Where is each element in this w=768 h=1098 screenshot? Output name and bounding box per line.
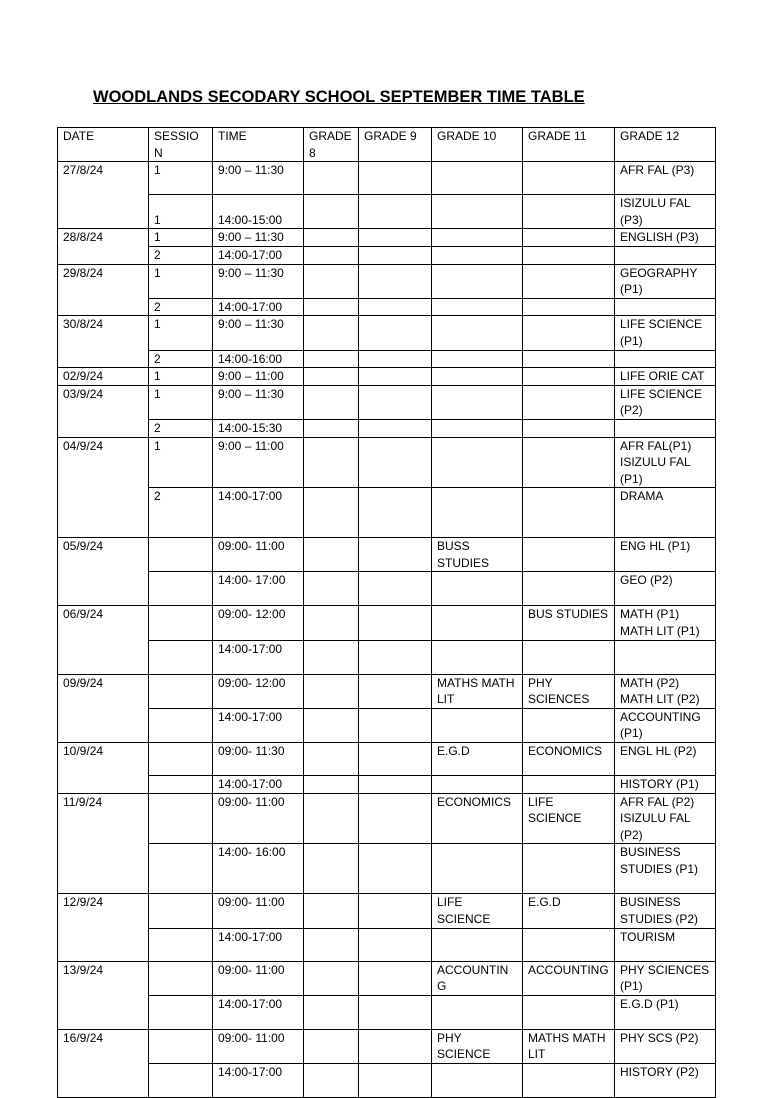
grade-9-cell (359, 350, 432, 368)
grade-11-cell (523, 437, 615, 488)
table-row (58, 1063, 716, 1097)
grade-11-cell (523, 368, 615, 386)
time-cell: 14:00-17:00 (213, 708, 304, 742)
grade-12-cell: DRAMA (615, 488, 716, 538)
grade-12-cell: PHY SCS (P2) (615, 1029, 716, 1063)
grade-9-cell (359, 229, 432, 247)
table-row (58, 385, 716, 419)
table-row (58, 995, 716, 1029)
page-title: WOODLANDS SECODARY SCHOOL SEPTEMBER TIME TABLE (93, 88, 585, 106)
grade-8-cell (304, 316, 359, 350)
time-cell: 9:00 – 11:00 (213, 368, 304, 386)
time-cell: 14:00-17:00 (213, 298, 304, 316)
grade-9-cell (359, 793, 432, 844)
grade-8-cell (304, 350, 359, 368)
grade-11-cell: MATHS MATH LIT (523, 1029, 615, 1063)
time-cell: 9:00 – 11:30 (213, 385, 304, 419)
session-cell: 2 (149, 419, 213, 437)
grade-8-cell (304, 1029, 359, 1063)
grade-8-cell (304, 572, 359, 606)
grade-9-cell (359, 162, 432, 195)
grade-11-cell (523, 229, 615, 247)
time-cell: 09:00- 11:00 (213, 538, 304, 572)
grade-10-cell (432, 419, 523, 437)
date-cell: 10/9/24 (58, 743, 149, 794)
grade-11-cell (523, 264, 615, 298)
grade-9-cell (359, 894, 432, 928)
grade-12-cell: TOURISM (615, 928, 716, 961)
session-cell: 1 (149, 162, 213, 195)
grade-10-cell (432, 229, 523, 247)
grade-10-cell (432, 195, 523, 229)
grade-12-cell (615, 350, 716, 368)
grade-11-cell (523, 538, 615, 572)
grade-10-cell (432, 708, 523, 742)
date-cell: 03/9/24 (58, 385, 149, 437)
session-cell (149, 708, 213, 742)
grade-8-cell (304, 743, 359, 776)
header-cell: TIME (213, 128, 304, 162)
grade-9-cell (359, 437, 432, 488)
grade-9-cell (359, 606, 432, 640)
table-row (58, 640, 716, 674)
table-row (58, 844, 716, 894)
grade-8-cell (304, 640, 359, 674)
time-cell: 14:00-15:30 (213, 419, 304, 437)
grade-11-cell: BUS STUDIES (523, 606, 615, 640)
time-cell: 14:00-17:00 (213, 995, 304, 1029)
grade-11-cell (523, 995, 615, 1029)
grade-12-cell: BUSINESS STUDIES (P2) (615, 894, 716, 928)
grade-12-cell: AFR FAL(P1) ISIZULU FAL (P1) (615, 437, 716, 488)
grade-11-cell: ACCOUNTING (523, 961, 615, 995)
grade-9-cell (359, 640, 432, 674)
grade-12-cell: LIFE SCIENCE (P1) (615, 316, 716, 350)
session-cell (149, 743, 213, 776)
time-cell: 14:00-15:00 (213, 195, 304, 229)
grade-12-cell: LIFE ORIE CAT (615, 368, 716, 386)
grade-12-cell: MATH (P2) MATH LIT (P2) (615, 674, 716, 708)
date-cell: 09/9/24 (58, 674, 149, 742)
grade-11-cell (523, 195, 615, 229)
table-row (58, 708, 716, 742)
timetable-body (58, 128, 716, 1098)
grade-10-cell: E.G.D (432, 743, 523, 776)
grade-9-cell (359, 844, 432, 894)
table-row (58, 894, 716, 928)
time-cell: 14:00-17:00 (213, 246, 304, 264)
grade-10-cell: BUSS STUDIES (432, 538, 523, 572)
grade-8-cell (304, 385, 359, 419)
time-cell: 9:00 – 11:00 (213, 437, 304, 488)
grade-12-cell: ACCOUNTING (P1) (615, 708, 716, 742)
session-cell: 1 (149, 316, 213, 350)
grade-9-cell (359, 368, 432, 386)
table-row (58, 368, 716, 386)
table-row (58, 195, 716, 229)
grade-9-cell (359, 928, 432, 961)
grade-12-cell: ENGL HL (P2) (615, 743, 716, 776)
grade-11-cell (523, 488, 615, 538)
table-row (58, 606, 716, 640)
grade-10-cell (432, 350, 523, 368)
date-cell: 05/9/24 (58, 538, 149, 606)
table-row (58, 350, 716, 368)
grade-8-cell (304, 298, 359, 316)
time-cell: 09:00- 12:00 (213, 674, 304, 708)
grade-8-cell (304, 1063, 359, 1097)
grade-12-cell: GEO (P2) (615, 572, 716, 606)
session-cell: 1 (149, 195, 213, 229)
session-cell (149, 776, 213, 794)
grade-9-cell (359, 538, 432, 572)
table-row (58, 316, 716, 350)
grade-8-cell (304, 419, 359, 437)
time-cell: 14:00- 17:00 (213, 572, 304, 606)
time-cell: 14:00- 16:00 (213, 844, 304, 894)
grade-8-cell (304, 776, 359, 794)
grade-11-cell (523, 844, 615, 894)
grade-8-cell (304, 246, 359, 264)
grade-10-cell (432, 572, 523, 606)
grade-8-cell (304, 894, 359, 928)
grade-12-cell: MATH (P1) MATH LIT (P1) (615, 606, 716, 640)
grade-8-cell (304, 708, 359, 742)
grade-10-cell (432, 606, 523, 640)
grade-10-cell (432, 385, 523, 419)
date-cell: 28/8/24 (58, 229, 149, 264)
grade-10-cell (432, 246, 523, 264)
table-row (58, 162, 716, 195)
table-row (58, 246, 716, 264)
time-cell: 14:00-16:00 (213, 350, 304, 368)
session-cell: 1 (149, 437, 213, 488)
grade-8-cell (304, 995, 359, 1029)
grade-9-cell (359, 743, 432, 776)
session-cell (149, 674, 213, 708)
session-cell (149, 928, 213, 961)
grade-9-cell (359, 674, 432, 708)
grade-11-cell: LIFE SCIENCE (523, 793, 615, 844)
grade-11-cell (523, 708, 615, 742)
grade-9-cell (359, 419, 432, 437)
grade-9-cell (359, 1029, 432, 1063)
time-cell: 09:00- 11:30 (213, 743, 304, 776)
header-cell: GRADE 10 (432, 128, 523, 162)
header-cell: DATE (58, 128, 149, 162)
grade-11-cell: E.G.D (523, 894, 615, 928)
date-cell: 30/8/24 (58, 316, 149, 368)
grade-8-cell (304, 488, 359, 538)
table-row (58, 674, 716, 708)
table-row (58, 961, 716, 995)
time-cell: 9:00 – 11:30 (213, 162, 304, 195)
date-cell: 11/9/24 (58, 793, 149, 894)
session-cell: 2 (149, 350, 213, 368)
time-cell: 14:00-17:00 (213, 640, 304, 674)
time-cell: 09:00- 11:00 (213, 894, 304, 928)
grade-11-cell (523, 246, 615, 264)
grade-12-cell: E.G.D (P1) (615, 995, 716, 1029)
grade-8-cell (304, 264, 359, 298)
grade-11-cell (523, 419, 615, 437)
grade-12-cell (615, 640, 716, 674)
grade-8-cell (304, 437, 359, 488)
grade-10-cell (432, 928, 523, 961)
session-cell (149, 572, 213, 606)
grade-12-cell: HISTORY (P1) (615, 776, 716, 794)
grade-9-cell (359, 488, 432, 538)
table-row (58, 488, 716, 538)
grade-10-cell (432, 298, 523, 316)
grade-9-cell (359, 246, 432, 264)
grade-11-cell (523, 298, 615, 316)
grade-9-cell (359, 385, 432, 419)
grade-9-cell (359, 708, 432, 742)
session-cell (149, 844, 213, 894)
grade-12-cell: PHY SCIENCES (P1) (615, 961, 716, 995)
header-cell: GRADE 8 (304, 128, 359, 162)
session-cell: 2 (149, 298, 213, 316)
date-cell: 02/9/24 (58, 368, 149, 386)
grade-8-cell (304, 674, 359, 708)
grade-11-cell (523, 385, 615, 419)
time-cell: 09:00- 11:00 (213, 1029, 304, 1063)
time-cell: 14:00-17:00 (213, 928, 304, 961)
time-cell: 09:00- 12:00 (213, 606, 304, 640)
time-cell: 14:00-17:00 (213, 776, 304, 794)
grade-10-cell (432, 437, 523, 488)
grade-12-cell (615, 246, 716, 264)
session-cell (149, 961, 213, 995)
grade-8-cell (304, 928, 359, 961)
grade-11-cell (523, 640, 615, 674)
grade-10-cell: PHY SCIENCE (432, 1029, 523, 1063)
time-cell: 9:00 – 11:30 (213, 264, 304, 298)
grade-10-cell: LIFE SCIENCE (432, 894, 523, 928)
grade-10-cell (432, 640, 523, 674)
table-row (58, 776, 716, 794)
date-cell: 12/9/24 (58, 894, 149, 961)
session-cell (149, 995, 213, 1029)
grade-12-cell: ENGLISH (P3) (615, 229, 716, 247)
grade-10-cell (432, 995, 523, 1029)
grade-10-cell (432, 368, 523, 386)
grade-9-cell (359, 316, 432, 350)
grade-12-cell: ENG HL (P1) (615, 538, 716, 572)
session-cell: 1 (149, 264, 213, 298)
session-cell (149, 894, 213, 928)
table-row (58, 538, 716, 572)
table-row (58, 793, 716, 844)
grade-9-cell (359, 1063, 432, 1097)
grade-10-cell: ECONOMICS (432, 793, 523, 844)
grade-12-cell: AFR FAL (P3) (615, 162, 716, 195)
grade-12-cell: LIFE SCIENCE (P2) (615, 385, 716, 419)
grade-11-cell (523, 162, 615, 195)
table-row (58, 928, 716, 961)
grade-9-cell (359, 572, 432, 606)
time-cell: 14:00-17:00 (213, 1063, 304, 1097)
grade-8-cell (304, 162, 359, 195)
grade-12-cell: HISTORY (P2) (615, 1063, 716, 1097)
table-row (58, 229, 716, 247)
table-row (58, 1029, 716, 1063)
grade-10-cell (432, 776, 523, 794)
timetable (57, 127, 716, 1098)
grade-10-cell: ACCOUNTING (432, 961, 523, 995)
grade-10-cell (432, 316, 523, 350)
grade-12-cell: AFR FAL (P2) ISIZULU FAL (P2) (615, 793, 716, 844)
session-cell: 1 (149, 368, 213, 386)
table-row (58, 298, 716, 316)
time-cell: 09:00- 11:00 (213, 793, 304, 844)
date-cell: 16/9/24 (58, 1029, 149, 1097)
grade-9-cell (359, 995, 432, 1029)
grade-10-cell (432, 488, 523, 538)
grade-11-cell (523, 572, 615, 606)
date-cell: 29/8/24 (58, 264, 149, 316)
grade-11-cell (523, 1063, 615, 1097)
time-cell: 14:00-17:00 (213, 488, 304, 538)
table-row (58, 264, 716, 298)
grade-9-cell (359, 264, 432, 298)
grade-8-cell (304, 606, 359, 640)
grade-10-cell (432, 1063, 523, 1097)
grade-11-cell (523, 350, 615, 368)
grade-8-cell (304, 229, 359, 247)
grade-8-cell (304, 961, 359, 995)
time-cell: 9:00 – 11:30 (213, 316, 304, 350)
grade-9-cell (359, 961, 432, 995)
time-cell: 9:00 – 11:30 (213, 229, 304, 247)
header-cell: GRADE 11 (523, 128, 615, 162)
header-cell: GRADE 9 (359, 128, 432, 162)
header-cell: GRADE 12 (615, 128, 716, 162)
session-cell (149, 1029, 213, 1063)
header-row (58, 128, 716, 162)
session-cell (149, 538, 213, 572)
date-cell: 06/9/24 (58, 606, 149, 674)
time-cell: 09:00- 11:00 (213, 961, 304, 995)
grade-8-cell (304, 538, 359, 572)
grade-12-cell (615, 298, 716, 316)
grade-10-cell: MATHS MATH LIT (432, 674, 523, 708)
grade-12-cell: ISIZULU FAL (P3) (615, 195, 716, 229)
grade-11-cell: ECONOMICS (523, 743, 615, 776)
session-cell (149, 793, 213, 844)
grade-10-cell (432, 264, 523, 298)
header-cell: SESSION (149, 128, 213, 162)
grade-12-cell (615, 419, 716, 437)
grade-11-cell (523, 928, 615, 961)
grade-12-cell: BUSINESS STUDIES (P1) (615, 844, 716, 894)
grade-12-cell: GEOGRAPHY (P1) (615, 264, 716, 298)
grade-9-cell (359, 776, 432, 794)
session-cell (149, 1063, 213, 1097)
session-cell: 2 (149, 246, 213, 264)
date-cell: 27/8/24 (58, 162, 149, 229)
grade-8-cell (304, 844, 359, 894)
grade-11-cell (523, 776, 615, 794)
date-cell: 13/9/24 (58, 961, 149, 1029)
session-cell: 1 (149, 385, 213, 419)
grade-11-cell (523, 316, 615, 350)
grade-8-cell (304, 195, 359, 229)
session-cell (149, 606, 213, 640)
grade-9-cell (359, 298, 432, 316)
session-cell (149, 640, 213, 674)
grade-8-cell (304, 793, 359, 844)
session-cell: 2 (149, 488, 213, 538)
grade-10-cell (432, 162, 523, 195)
grade-11-cell: PHY SCIENCES (523, 674, 615, 708)
table-row (58, 743, 716, 776)
date-cell: 04/9/24 (58, 437, 149, 538)
table-row (58, 572, 716, 606)
grade-9-cell (359, 195, 432, 229)
session-cell: 1 (149, 229, 213, 247)
table-row (58, 437, 716, 488)
grade-10-cell (432, 844, 523, 894)
table-row (58, 419, 716, 437)
grade-8-cell (304, 368, 359, 386)
